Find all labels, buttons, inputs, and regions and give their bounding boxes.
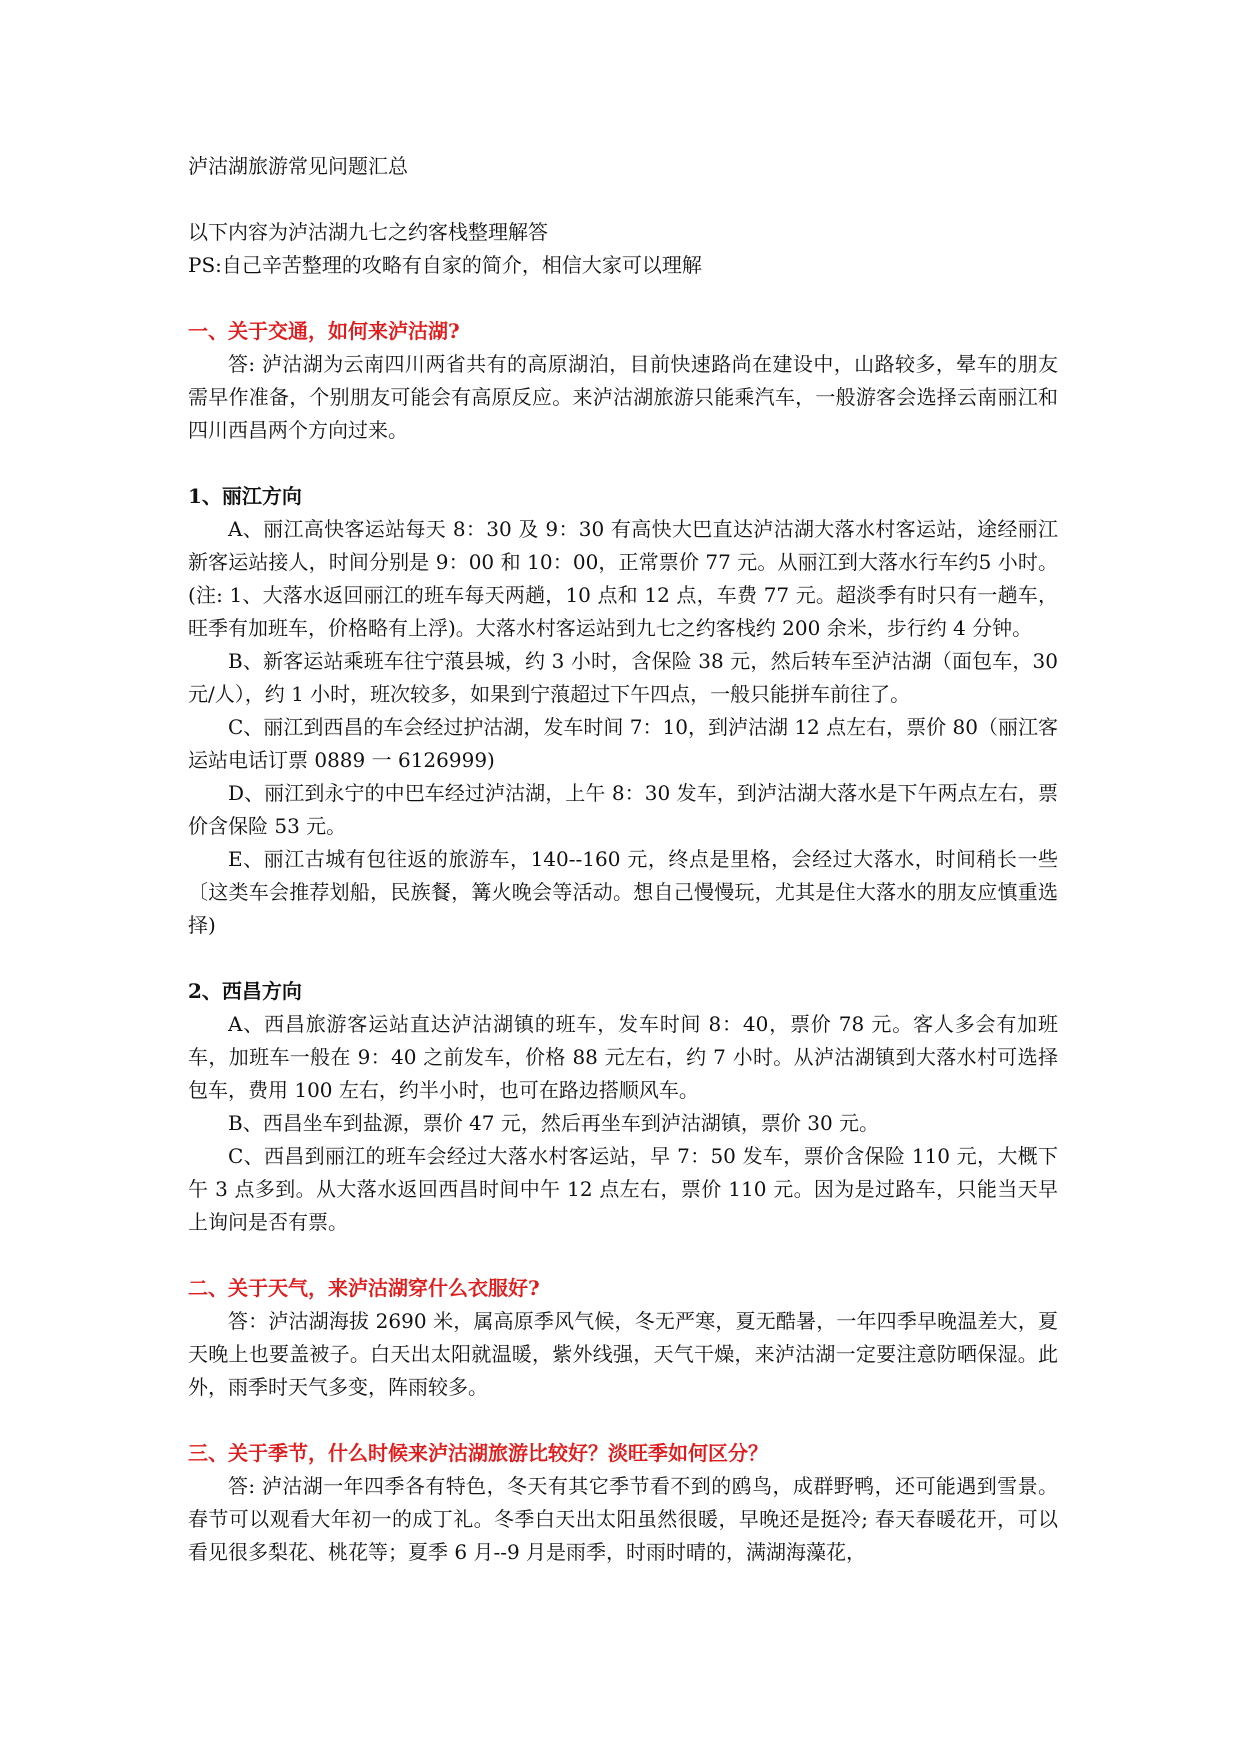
subsection-heading-xichang: 2、西昌方向 [188,979,302,1003]
section-heading-season: 三、关于季节，什么时候来泸沽湖旅游比较好？淡旺季如何区分？ [188,1441,768,1465]
lijiang-item-c: C、丽江到西昌的车会经过护沽湖，发车时间 7：10，到泸沽湖 12 点左右，票价 80（丽江客运站电话订票 0889 一 6126999) [188,715,1058,772]
document-title: 泸沽湖旅游常见问题汇总 [188,154,408,178]
spacer [188,942,1058,975]
subsection-heading-lijiang: 1、丽江方向 [188,484,302,508]
spacer [188,1239,1058,1272]
xichang-item-b: B、西昌坐车到盐源，票价 47 元，然后再坐车到泸沽湖镇，票价 30 元。 [228,1111,880,1135]
document-body [188,150,1058,1569]
spacer [188,447,1058,480]
lijiang-item-b: B、新客运站乘班车往宁蒗县城，约 3 小时，含保险 38 元，然后转车至泸沽湖（面包车，30 元/人），约 1 小时，班次较多，如果到宁蒗超过下午四点，一般只能拼车前往了。 [188,649,1058,706]
lijiang-item-a: A、丽江高快客运站每天 8：30 及 9：30 有高快大巴直达泸沽湖大落水村客运站，途经丽江新客运站接人，时间分别是 9：00 和 10：00，正常票价 77 元。从丽江到大落水行车约5 小时。(注: 1、大落水返回丽江的班车每天两趟，10 点和 12 点，车费 77 元。超淡季有时只有一趟车，旺季有加班车，价格略有上浮)。大落水村客运站到九七之约客栈约 200 余米，步行约 4 分钟。 [188,517,1058,640]
intro-line: PS:自己辛苦整理的攻略有自家的简介，相信大家可以理解 [188,253,702,277]
intro-block [188,216,1058,282]
spacer [188,1404,1058,1437]
lijiang-item-d: D、丽江到永宁的中巴车经过泸沽湖，上午 8：30 发车，到泸沽湖大落水是下午两点左右，票价含保险 53 元。 [188,781,1058,838]
xichang-item-a: A、西昌旅游客运站直达泸沽湖镇的班车，发车时间 8：40，票价 78 元。客人多会有加班车，加班车一般在 9：40 之前发车，价格 88 元左右，约 7 小时。从泸沽湖镇到大落水村可选择包车，费用 100 左右，约半小时，也可在路边搭顺风车。 [188,1012,1058,1102]
section-answer-season: 答: 泸沽湖一年四季各有特色，冬天有其它季节看不到的鸥鸟，成群野鸭，还可能遇到雪景。春节可以观看大年初一的成丁礼。冬季白天出太阳虽然很暖，早晚还是挺冷; 春天春暖花开，可以看见很多梨花、桃花等；夏季 6 月--9 月是雨季，时雨时晴的，满湖海藻花， [188,1474,1058,1564]
intro-line: 以下内容为泸沽湖九七之约客栈整理解答 [188,220,548,244]
section-answer-weather: 答：泸沽湖海拔 2690 米，属高原季风气候，冬无严寒，夏无酷暑，一年四季早晚温差大，夏天晚上也要盖被子。白天出太阳就温暖，紫外线强，天气干燥，来泸沽湖一定要注意防晒保湿。此外，雨季时天气多变，阵雨较多。 [188,1309,1058,1399]
lijiang-item-e: E、丽江古城有包往返的旅游车，140--160 元，终点是里格，会经过大落水，时间稍长一些〔这类车会推荐划船，民族餐，篝火晚会等活动。想自己慢慢玩，尤其是住大落水的朋友应慎重选择) [188,847,1058,937]
xichang-item-c: C、西昌到丽江的班车会经过大落水村客运站，早 7：50 发车，票价含保险 110 元，大概下午 3 点多到。从大落水返回西昌时间中午 12 点左右，票价 110 元。因为是过路车，只能当天早上询问是否有票。 [188,1144,1058,1234]
section-heading-weather: 二、关于天气，来泸沽湖穿什么衣服好? [188,1276,540,1300]
section-answer-transport: 答: 泸沽湖为云南四川两省共有的高原湖泊，目前快速路尚在建设中，山路较多，晕车的朋友需早作准备，个别朋友可能会有高原反应。来泸沽湖旅游只能乘汽车，一般游客会选择云南丽江和四川西昌两个方向过来。 [188,352,1058,442]
section-heading-transport: 一、关于交通，如何来泸沽湖? [188,319,460,343]
